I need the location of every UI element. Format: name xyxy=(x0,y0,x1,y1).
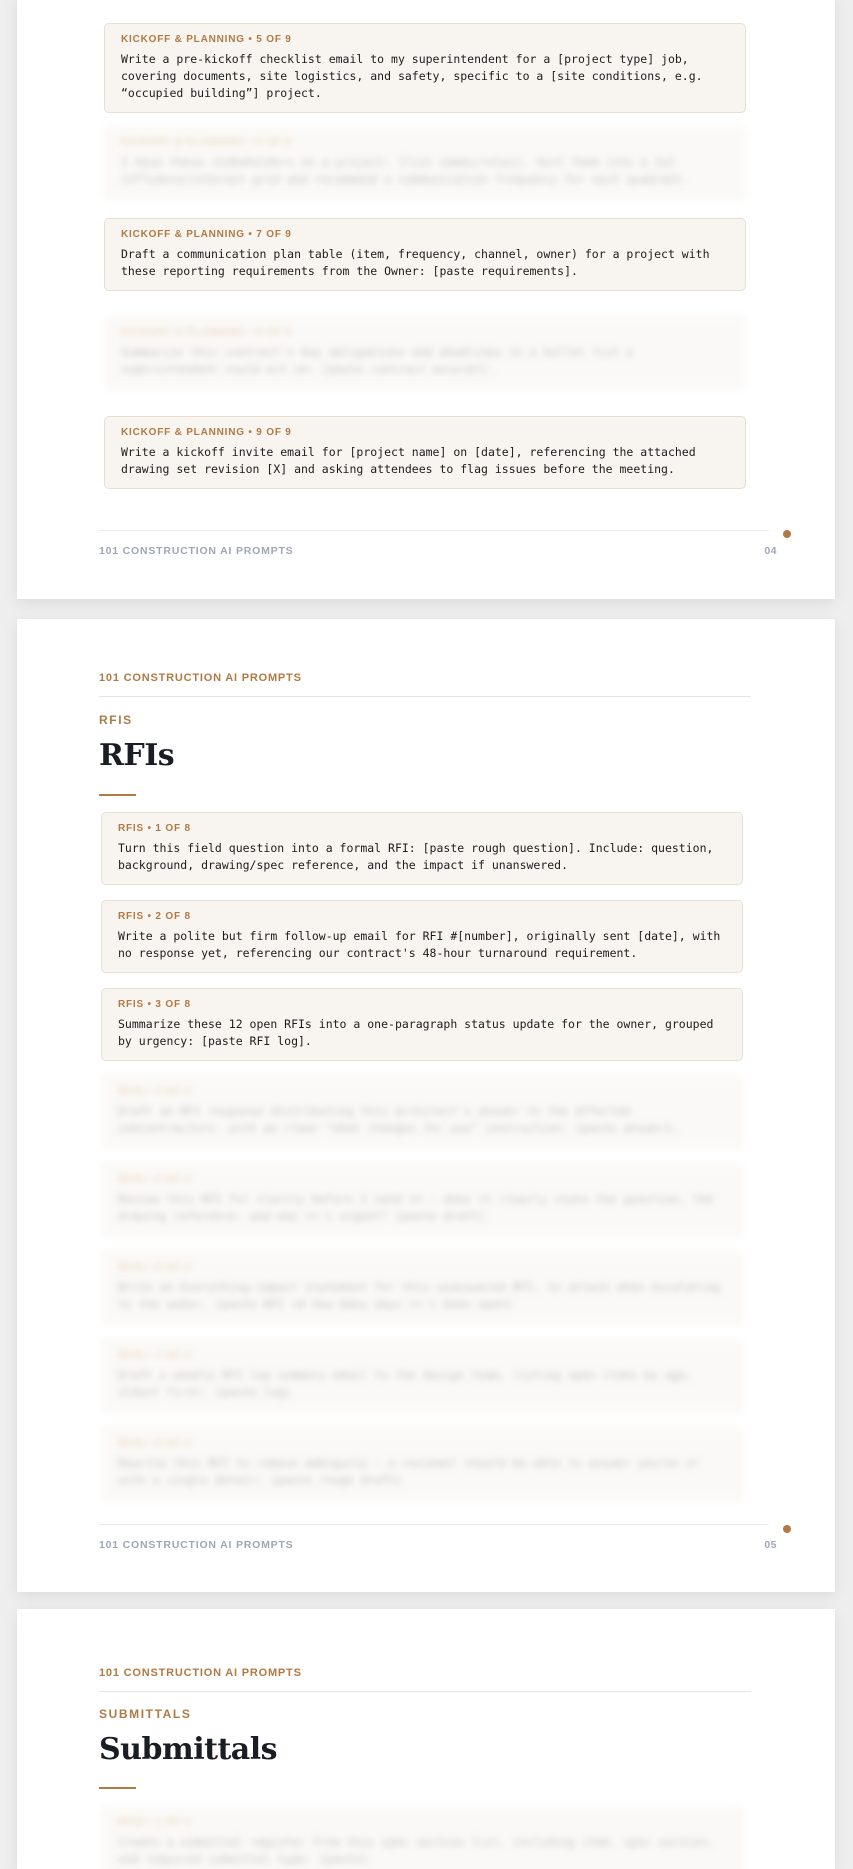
title-underline xyxy=(99,1787,136,1789)
running-head: 101 CONSTRUCTION AI PROMPTS xyxy=(99,1667,302,1679)
prompt-card-locked xyxy=(101,1163,743,1236)
prompt-meta: KICKOFF & PLANNING • 9 OF 9 xyxy=(121,427,292,438)
prompt-text: Review this RFI for clarity before I send it — does it clearly state the question, the drawing reference, and why it's urgent? [paste draft] xyxy=(118,1192,714,1223)
section-eyebrow: SUBMITTALS xyxy=(99,1707,192,1721)
prompt-meta: RFIS • 3 OF 8 xyxy=(118,999,191,1010)
prompt-meta: RFIS • 6 OF 8 xyxy=(118,1262,191,1273)
document-page-05 xyxy=(17,619,835,1592)
prompt-text: Summarize this contract's key obligations and deadlines in a bullet list a superintendent could act on: [paste contract excerpt]. xyxy=(121,345,634,376)
prompt-card-locked xyxy=(101,1806,743,1869)
prompt-meta: RFIS • 4 OF 8 xyxy=(118,1086,191,1097)
prompt-card-locked xyxy=(104,316,746,389)
prompt-text: Draft a communication plan table (item, frequency, channel, owner) for a project with these reporting requirements from the Owner: [paste requirements]. xyxy=(121,247,710,278)
prompt-meta: KICKOFF & PLANNING • 6 OF 9 xyxy=(121,137,292,148)
prompt-meta: RFIS • 2 OF 8 xyxy=(118,911,191,922)
prompt-text: Draft an RFI response distributing this architect's answer to the affected subcontractors, with an clear “what changes for you” instruction: [paste answer]. xyxy=(118,1104,679,1135)
prompt-text: Write a pre-kickoff checklist email to my superintendent for a [project type] job, covering documents, site logistics, and safety, specific to a [site conditions, e.g. “occupied building”] project. xyxy=(121,52,703,100)
prompt-card-locked xyxy=(101,1339,743,1412)
page-marker-dot xyxy=(783,1525,791,1533)
prompt-text: Draft a weekly RFI log summary email to the design team, listing open items by age, oldest first: [paste log] xyxy=(118,1368,693,1399)
prompt-card xyxy=(104,218,746,291)
prompt-text: Create a submittal register from this spec section list, including item, spec section, and required submittal type: [paste]. xyxy=(118,1835,714,1866)
prompt-text: Summarize these 12 open RFIs into a one-paragraph status update for the owner, grouped by urgency: [paste RFI log]. xyxy=(118,1017,714,1048)
section-eyebrow: RFIS xyxy=(99,713,133,727)
title-underline xyxy=(99,794,136,796)
prompt-meta: RFIS • 1 OF 4 xyxy=(118,1817,191,1828)
footer-brand: 101 CONSTRUCTION AI PROMPTS xyxy=(99,545,294,557)
page-marker-dot xyxy=(783,530,791,538)
prompt-meta: RFIS • 7 OF 8 xyxy=(118,1350,191,1361)
prompt-text: Write an Everything-impact statement for this unanswered RFI, to attach when escalating to the owner: [paste RFI +# how many days it's been open] xyxy=(118,1280,721,1311)
prompt-card xyxy=(101,812,743,885)
footer-divider xyxy=(99,1524,769,1525)
header-divider xyxy=(99,696,751,697)
prompt-meta: RFIS • 8 OF 8 xyxy=(118,1438,191,1449)
header-divider xyxy=(99,1691,751,1692)
section-title: Submittals xyxy=(99,1732,278,1767)
prompt-card xyxy=(104,23,746,113)
prompt-card-locked xyxy=(104,126,746,199)
footer-brand: 101 CONSTRUCTION AI PROMPTS xyxy=(99,1539,294,1551)
prompt-text: Write a polite but firm follow-up email for RFI #[number], originally sent [date], with no response yet, referencing our contract's 48-hour turnaround requirement. xyxy=(118,929,721,960)
running-head: 101 CONSTRUCTION AI PROMPTS xyxy=(99,672,302,684)
prompt-card xyxy=(101,900,743,973)
section-title: RFIs xyxy=(99,738,175,773)
prompt-card xyxy=(101,988,743,1061)
prompt-text: Rewrite this RFI to remove ambiguity — a reviewer should be able to answer yes/no or with a single detail: [paste rough draft] xyxy=(118,1456,700,1487)
document-page-04 xyxy=(17,0,835,599)
prompt-card-locked xyxy=(101,1427,743,1500)
prompt-card-locked xyxy=(101,1075,743,1148)
prompt-meta: KICKOFF & PLANNING • 5 OF 9 xyxy=(121,34,292,45)
prompt-card-locked xyxy=(101,1251,743,1324)
prompt-text: Turn this field question into a formal RFI: [paste rough question]. Include: question, background, drawing/spec reference, and the impact if unanswered. xyxy=(118,841,714,872)
footer-divider xyxy=(99,530,769,531)
prompt-card xyxy=(104,416,746,489)
prompt-text: I have these stakeholders on a project: [list names/roles]. Sort them into a 2x2 influence/interest grid and recommend a communication frequency for each quadrant. xyxy=(121,155,689,186)
prompt-meta: RFIS • 1 OF 8 xyxy=(118,823,191,834)
prompt-meta: RFIS • 5 OF 8 xyxy=(118,1174,191,1185)
prompt-meta: KICKOFF & PLANNING • 8 OF 9 xyxy=(121,327,292,338)
prompt-text: Write a kickoff invite email for [project name] on [date], referencing the attached drawing set revision [X] and asking attendees to flag issues before the meeting. xyxy=(121,445,696,476)
prompt-meta: KICKOFF & PLANNING • 7 OF 9 xyxy=(121,229,292,240)
page-number: 04 xyxy=(764,545,777,557)
page-number: 05 xyxy=(764,1539,777,1551)
document-page-06 xyxy=(17,1609,835,1869)
